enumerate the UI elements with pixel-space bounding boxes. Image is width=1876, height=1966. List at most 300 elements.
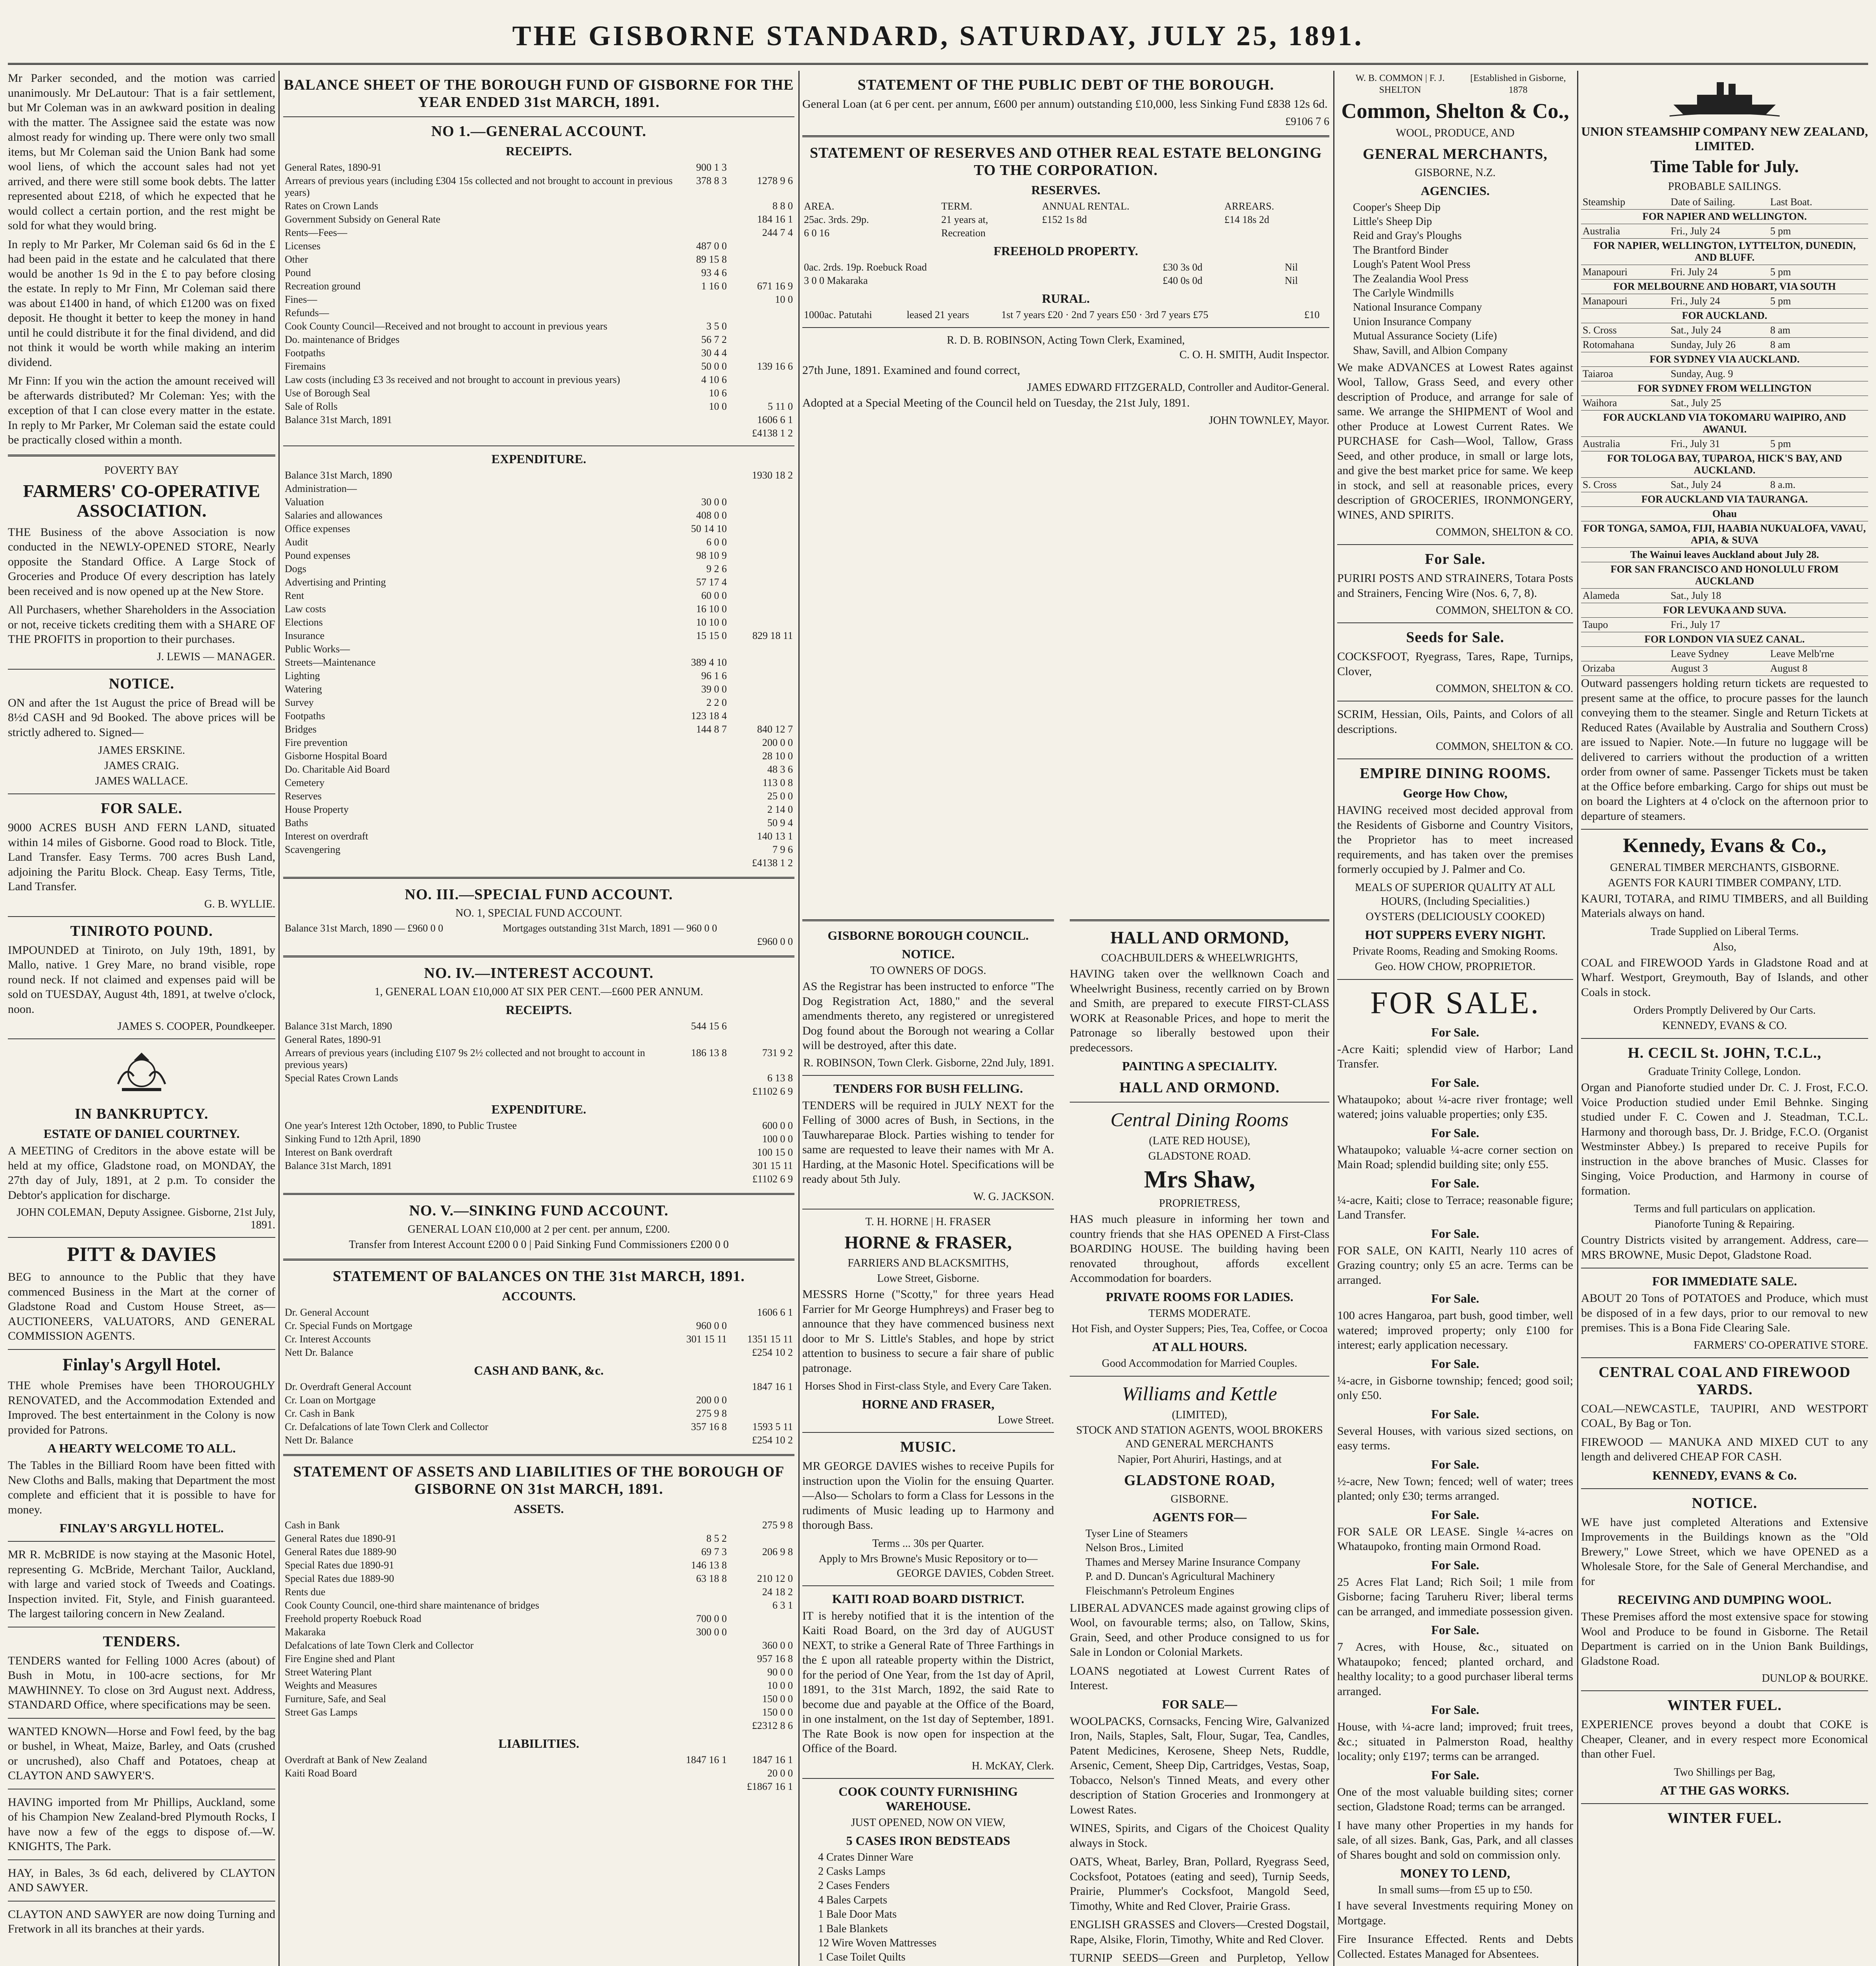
- audit-adoption: Adopted at a Special Meeting of the Council held on Tuesday, the 21st July, 1891.: [802, 396, 1190, 409]
- table-row: [283, 1319, 794, 1333]
- horne-subtitle: FARRIERS AND BLACKSMITHS,: [848, 1257, 1009, 1270]
- row-total: [728, 562, 794, 576]
- row-amount: [678, 1380, 728, 1394]
- empire-hot: HOT SUPPERS EVERY NIGHT.: [1365, 927, 1546, 942]
- row-amount: 60 0 0: [701, 590, 727, 601]
- table-row: [283, 174, 794, 199]
- row-label: Licenses: [285, 240, 321, 252]
- list-item: 1 Bale Blankets: [818, 1922, 888, 1935]
- table-row: [283, 816, 794, 830]
- divider: [8, 1541, 275, 1542]
- row-amount: [678, 306, 728, 320]
- row-total: 244 7 4: [762, 227, 793, 238]
- table-row: [283, 1612, 794, 1625]
- list-item: 1 Case Toilet Quilts: [818, 1951, 906, 1964]
- column-header: Date of Sailing.: [1669, 195, 1769, 210]
- row-amount: [678, 1159, 728, 1173]
- row-label: Office expenses: [285, 523, 350, 534]
- hall-title: HALL AND ORMOND,: [1110, 928, 1289, 947]
- row-label: Special Rates Crown Lands: [285, 1072, 398, 1084]
- table-cell: Balance 31st March, 1890 — £960 0 0: [285, 922, 443, 934]
- table-row: [283, 1780, 794, 1793]
- steamship-name: Taiaroa: [1581, 367, 1669, 381]
- union-probable: PROBABLE SAILINGS.: [1668, 180, 1781, 193]
- sailing-row: [1581, 239, 1868, 265]
- cook-subheading: 5 CASES IRON BEDSTEADS: [846, 1833, 1010, 1848]
- list-item: The Brantford Binder: [1353, 244, 1448, 256]
- row-total: 184 16 1: [757, 214, 793, 225]
- forsale-heading: For Sale.: [1431, 1075, 1480, 1090]
- row-amount: 89 15 8: [696, 254, 727, 265]
- row-label: Pound: [285, 267, 311, 278]
- route-heading: FOR SYDNEY VIA AUCKLAND.: [1581, 352, 1868, 367]
- table-row: [283, 320, 794, 333]
- row-total: 1847 16 1: [752, 1381, 793, 1392]
- row-amount: 10 10 0: [696, 617, 727, 628]
- list-item: Tyser Line of Steamers: [1085, 1527, 1188, 1540]
- row-amount: 408 0 0: [696, 510, 727, 521]
- row-amount: [678, 1719, 728, 1732]
- row-total: [728, 482, 794, 495]
- union-subtitle: Time Table for July.: [1650, 157, 1799, 176]
- dogs-heading: TO OWNERS OF DOGS.: [870, 965, 986, 977]
- row-total: 6 13 8: [767, 1072, 793, 1084]
- row-amount: 10 6: [709, 387, 727, 399]
- table-row: [283, 1333, 794, 1346]
- table-row: [283, 161, 794, 174]
- table-row: [283, 1559, 794, 1572]
- finlay-body: The Tables in the Billiard Room have been fitted with New Cloths and Balls, making that Department the most complete and efficient that it is possible to have for money.: [8, 1459, 275, 1516]
- finlay-welcome: A HEARTY WELCOME TO ALL.: [47, 1441, 236, 1456]
- sailing-date: Fri., July 24: [1669, 224, 1769, 239]
- row-amount: [678, 469, 728, 482]
- table-row: [283, 1532, 794, 1545]
- sale-item: One of the most valuable building sites; corner section, Gladstone Road; terms can be arranged.: [1337, 1785, 1573, 1813]
- receipts-heading: RECEIPTS.: [505, 1003, 572, 1017]
- row-amount: [678, 213, 728, 226]
- kennedy-coal: COAL and FIREWOOD Yards in Gladstone Road and at Wharf. Westport, Greymouth, Bay of Islands, and other Coals in stock.: [1581, 956, 1868, 999]
- table-row: [283, 1173, 794, 1186]
- immediate-heading: FOR IMMEDIATE SALE.: [1652, 1274, 1797, 1289]
- row-amount: [678, 776, 728, 790]
- column-header: Steamship: [1581, 195, 1669, 210]
- seeds-body: COCKSFOOT, Ryegrass, Tares, Rape, Turnips, Clover,: [1337, 650, 1573, 678]
- sailing-date: Sat., July 25: [1669, 396, 1769, 411]
- finlay-body: THE whole Premises have been THOROUGHLY RENOVATED, and the Accommodation Extended and Improved. The best entertainment in the Colony is now provided for Patrons.: [8, 1379, 275, 1436]
- divider: [283, 1193, 794, 1195]
- table-cell: 21 years at,: [941, 214, 988, 225]
- agencies-list: [1353, 201, 1573, 358]
- masthead-title: THE GISBORNE STANDARD, SATURDAY, JULY 25, 1891.: [512, 20, 1364, 52]
- puriri-signature: COMMON, SHELTON & CO.: [1436, 604, 1573, 617]
- music-heading: MUSIC.: [900, 1439, 956, 1456]
- divider: [1337, 622, 1573, 623]
- row-total: 1351 15 11: [747, 1333, 793, 1345]
- winter-body: EXPERIENCE proves beyond a doubt that COKE is Cheaper, Cleaner, and in every respect more Economical than other Fuel.: [1581, 1718, 1868, 1761]
- kaiti-body: IT is hereby notified that it is the intention of the Kaiti Road Board, on the 3rd day of AUGUST NEXT, to strike a General Rate of Three Farthings in the £ upon all rateable property within the District, for the period of One Year, from the 1st day of April, 1891, to the 31st March, 1892, the said Rate to become due and payable at the Office of the Board, in one instalment, on the 1st day of September, 1891. The Rate Book is now open for inspection at the Office of the Board.: [802, 1609, 1054, 1755]
- row-amount: 56 7 2: [701, 334, 727, 345]
- sinking-fund-row: Transfer from Interest Account £200 0 0 | Paid Sinking Fund Commissioners £200 0 0: [349, 1239, 729, 1251]
- table-row: [283, 830, 794, 843]
- row-total: 275 9 8: [762, 1519, 793, 1531]
- row-amount: 144 8 7: [696, 723, 727, 735]
- mayor-signature: JOHN TOWNLEY, Mayor.: [1209, 414, 1329, 427]
- row-amount: 16 10 0: [696, 603, 727, 615]
- row-label: Rents—Fees—: [285, 227, 347, 238]
- common-body: We make ADVANCES at Lowest Rates against Wool, Tallow, Grass Seed, and every other description of Produce, and arrange for sale of same. We arrange the SHIPMENT of Wool and other Produce at Lowest Current Rates. We PURCHASE for Cash—Wool, Tallow, Grass Seed, and other produce, in small or large lots, and give the best market price for same. We keep in stock, and sell at reasonable prices, every description of GROCERIES, IRONMONGERY, WINES, AND SPIRITS.: [1337, 361, 1573, 521]
- williams-subtitle: (LIMITED),: [1172, 1408, 1227, 1421]
- table-total: £960 0 0: [757, 936, 793, 947]
- expenditure-heading: EXPENDITURE.: [491, 452, 586, 466]
- common-town: GISBORNE, N.Z.: [1415, 166, 1496, 179]
- winter-heading: WINTER FUEL.: [1667, 1810, 1782, 1826]
- sale-item: Whataupoko; about ¼-acre river frontage; well watered; joins valuable properties; only £35.: [1337, 1093, 1573, 1121]
- scrim-signature: COMMON, SHELTON & CO.: [1436, 740, 1573, 753]
- divider: [802, 1778, 1054, 1779]
- music-body: MR GEORGE DAVIES wishes to receive Pupils for instruction upon the Violin for the ensuing Quarter. —Also— Scholars to form a Class for Lessons in the rudiments of Music leading up to Harmony and thorough Bass.: [802, 1460, 1054, 1532]
- table-row: [283, 1434, 794, 1447]
- table-row: [802, 226, 1329, 240]
- row-total: 10 0: [775, 294, 793, 305]
- table-row: [283, 656, 794, 669]
- row-total: [728, 509, 794, 522]
- row-total: £4138 1 2: [752, 427, 793, 439]
- oats-body: OATS, Wheat, Barley, Bran, Pollard, Ryegrass Seed, Cocksfoot, Potatoes (eating and seed), Turnip Seeds, Prairie, Plummer's Cocksfoot, Mangold Seed, Timothy, White and Red Clover, Prairie Grass.: [1070, 1855, 1329, 1913]
- column-3a: [802, 912, 1054, 1966]
- table-row: [283, 843, 794, 856]
- table-row: [802, 308, 1329, 322]
- divider: [802, 135, 1329, 137]
- williams-road: GLADSTONE ROAD,: [1124, 1472, 1275, 1489]
- row-total: 25 0 0: [767, 790, 793, 802]
- row-total: 957 16 8: [757, 1653, 793, 1664]
- divider: [283, 445, 794, 446]
- table-cell: Mortgages outstanding 31st March, 1891 — 960 0 0: [503, 922, 717, 934]
- sailing-date: August 3: [1669, 661, 1769, 676]
- firewood-body: FIREWOOD — MANUKA AND MIXED CUT to any length and delivered CHEAP FOR CASH.: [1581, 1435, 1868, 1463]
- route-heading: FOR NAPIER, WELLINGTON, LYTTELTON, DUNEDIN, AND BLUFF.: [1581, 239, 1868, 265]
- seeds-signature: COMMON, SHELTON & CO.: [1436, 683, 1573, 695]
- divider: [1581, 1488, 1868, 1489]
- list-item: Nelson Bros., Limited: [1085, 1542, 1183, 1554]
- list-item: Mutual Assurance Society (Life): [1353, 330, 1497, 342]
- divider: [283, 877, 794, 879]
- forsale-signature: G. B. WYLLIE.: [204, 898, 275, 910]
- steamship-name: Waihora: [1581, 396, 1669, 411]
- row-label: Balance 31st March, 1890: [285, 469, 392, 481]
- row-amount: [678, 843, 728, 856]
- table-row: [283, 1394, 794, 1407]
- column-header: ANNUAL RENTAL.: [1042, 200, 1130, 212]
- row-amount: [678, 293, 728, 306]
- row-amount: [678, 1146, 728, 1159]
- table-row: [283, 373, 794, 387]
- row-amount: 63 18 8: [696, 1573, 727, 1584]
- central-coal-title: CENTRAL COAL AND FIREWOOD YARDS.: [1598, 1364, 1851, 1398]
- column-divider: [278, 71, 280, 1966]
- row-label: General Rates due 1890-91: [285, 1533, 396, 1544]
- accounts-table: [283, 1306, 794, 1359]
- column-1: [8, 71, 275, 1966]
- row-label: Balance 31st March, 1891: [285, 414, 392, 425]
- row-label: Other: [285, 254, 308, 265]
- route-heading: Ohau: [1581, 507, 1868, 521]
- row-label: Fire prevention: [285, 737, 348, 748]
- steamship-name: Taupo: [1581, 618, 1669, 632]
- steamship-name: [1581, 647, 1669, 661]
- freehold-table: [802, 261, 1329, 287]
- row-amount: 3 5 0: [706, 320, 727, 332]
- row-label: Cook County Council, one-third share maintenance of bridges: [285, 1600, 539, 1611]
- row-total: [728, 1407, 794, 1420]
- divider: [1070, 919, 1329, 921]
- cecil-title: H. CECIL St. JOHN, T.C.L.,: [1627, 1045, 1822, 1062]
- row-total: 2 14 0: [767, 804, 793, 815]
- masthead-rule: [8, 63, 1868, 65]
- row-total: 150 0 0: [762, 1693, 793, 1705]
- sale-body: I have many other Properties in my hands for sale, of all sizes. Bank, Gas, Park, and all classes of Shares bought and sold on commission only.: [1337, 1819, 1573, 1861]
- row-total: [728, 266, 794, 280]
- table-row: [283, 226, 794, 239]
- list-item: Fleischmann's Petroleum Engines: [1085, 1585, 1235, 1597]
- williams-address: Napier, Port Ahuriri, Hastings, and at: [1117, 1453, 1282, 1465]
- row-total: [728, 669, 794, 683]
- table-row: [283, 427, 794, 440]
- list-item: Cooper's Sheep Dip: [1353, 201, 1441, 214]
- row-total: 671 16 9: [757, 280, 793, 292]
- empire-oysters: OYSTERS (DELICIOUSLY COOKED): [1366, 910, 1545, 923]
- union-title: UNION STEAMSHIP COMPANY NEW ZEALAND, LIMITED.: [1581, 124, 1868, 153]
- row-label: Special Rates due 1889-90: [285, 1573, 394, 1584]
- divider: [1070, 1376, 1329, 1377]
- sailing-date: Sunday, Aug. 9: [1669, 367, 1769, 381]
- council-heading: GISBORNE BOROUGH COUNCIL.: [827, 928, 1029, 943]
- table-row: [283, 1146, 794, 1159]
- sailing-row: [1581, 661, 1868, 676]
- forsale-heading: For Sale.: [1431, 1125, 1480, 1140]
- row-amount: 1847 16 1: [686, 1754, 727, 1765]
- last-boat: [1769, 589, 1868, 603]
- english-body: ENGLISH GRASSES and Clovers—Crested Dogstail, Rape, Alsike, Florin, Timothy, White and Red Clover.: [1070, 1918, 1329, 1946]
- row-amount: 4 10 6: [701, 374, 727, 385]
- row-total: [728, 333, 794, 346]
- public-debt-title: STATEMENT OF THE PUBLIC DEBT OF THE BOROUGH.: [857, 77, 1274, 93]
- row-label: Survey: [285, 697, 314, 708]
- row-total: 48 3 6: [767, 764, 793, 775]
- empire-subtitle: George How Chow,: [1403, 786, 1507, 801]
- row-label: Arrears of previous years (including £107 9s 2½ collected and not brought to account in previous years): [285, 1047, 645, 1070]
- empire-meals: MEALS OF SUPERIOR QUALITY AT ALL HOURS, (Including Specialities.): [1355, 881, 1555, 908]
- forsale-heading: For Sale.: [1431, 1767, 1480, 1782]
- divider: [8, 1237, 275, 1238]
- expenditure-table: [283, 469, 794, 870]
- last-boat: [1769, 618, 1868, 632]
- row-amount: [678, 199, 728, 213]
- column-header: Last Boat.: [1769, 195, 1868, 210]
- farmers-kicker: POVERTY BAY: [104, 464, 179, 477]
- row-label: Streets—Maintenance: [285, 657, 376, 668]
- balance-sheet-title: BALANCE SHEET OF THE BOROUGH FUND OF GISBORNE FOR THE YEAR ENDED 31st MARCH, 1891.: [284, 77, 794, 110]
- music-signature: GEORGE DAVIES, Cobden Street.: [896, 1567, 1054, 1579]
- list-item: 12 Wire Woven Mattresses: [818, 1937, 937, 1949]
- audit-signature: JAMES EDWARD FITZGERALD, Controller and Auditor-General.: [1027, 381, 1329, 394]
- row-total: 7 9 6: [772, 844, 793, 855]
- turnip-body: TURNIP SEEDS—Green and Purpletop, Yellow: [1070, 1951, 1329, 1965]
- winter-works: AT THE GAS WORKS.: [1660, 1783, 1789, 1797]
- row-total: 1606 6 1: [757, 414, 793, 425]
- row-label: Pound expenses: [285, 550, 350, 561]
- public-debt-total: £9106 7 6: [1285, 115, 1329, 128]
- row-total: 6 3 1: [772, 1600, 793, 1611]
- forsale-heading: FOR SALE—: [1162, 1697, 1237, 1711]
- divider: [8, 1718, 275, 1719]
- list-item: 4 Crates Dinner Ware: [818, 1851, 914, 1863]
- special-fund-subtitle: NO. 1, SPECIAL FUND ACCOUNT.: [455, 907, 622, 919]
- agents-list: [1085, 1527, 1329, 1598]
- empire-private: Private Rooms, Reading and Smoking Rooms.: [1353, 945, 1558, 957]
- table-row: [283, 736, 794, 749]
- last-boat: [1769, 367, 1868, 381]
- divider: [1581, 829, 1868, 830]
- row-amount: [678, 790, 728, 803]
- forsale-heading: For Sale.: [1431, 1176, 1480, 1190]
- table-row: [283, 1767, 794, 1780]
- column-4: [1337, 71, 1573, 1966]
- table-row: [283, 1652, 794, 1666]
- row-total: [728, 522, 794, 536]
- kennedy-orders: Orders Promptly Delivered by Our Carts.: [1633, 1004, 1816, 1017]
- sinking-fund-title: NO. V.—SINKING FUND ACCOUNT.: [409, 1202, 669, 1219]
- cecil-country: Country Districts visited by arrangement. Address, care— MRS BROWNE, Music Depot, Gladstone Road.: [1581, 1233, 1868, 1261]
- sailing-row: [1581, 548, 1868, 562]
- forsale-heading: For Sale.: [1431, 1703, 1480, 1717]
- row-label: Public Works—: [285, 643, 350, 655]
- forsale-heading: For Sale.: [1431, 1226, 1480, 1241]
- receiving-body: These Premises afford the most extensive space for stowing Wool and Produce to be found in Gisborne. The Retail Department is carried on in the Union Bank Buildings, Gladstone Road.: [1581, 1610, 1868, 1668]
- divider: [8, 1859, 275, 1860]
- column-divider: [798, 71, 800, 1966]
- sailing-date: Fri., July 17: [1669, 618, 1769, 632]
- row-label: Fines—: [285, 294, 317, 305]
- sailing-row: [1581, 437, 1868, 451]
- table-cell: £10: [1304, 309, 1320, 320]
- row-total: [728, 536, 794, 549]
- row-total: 301 15 11: [752, 1160, 793, 1171]
- sailing-row: [1581, 521, 1868, 548]
- shaw-good: Good Accommodation for Married Couples.: [1102, 1357, 1297, 1370]
- row-total: [728, 253, 794, 266]
- table-row: [283, 723, 794, 736]
- row-label: Watering: [285, 683, 322, 695]
- row-total: 1593 5 11: [752, 1421, 793, 1432]
- table-row: [283, 1306, 794, 1319]
- list-item: 2 Casks Lamps: [818, 1865, 886, 1878]
- immediate-signature: FARMERS' CO-OPERATIVE STORE.: [1694, 1339, 1868, 1351]
- accounts-heading: ACCOUNTS.: [502, 1289, 576, 1303]
- row-total: 210 12 0: [757, 1573, 793, 1584]
- row-total: 150 0 0: [762, 1706, 793, 1718]
- clayton-body: CLAYTON AND SAWYER are now doing Turning and Fretwork in all its branches at their yards.: [8, 1907, 275, 1936]
- row-label: [283, 856, 678, 870]
- sale-item: ¼-acre, Kaiti; close to Terrace; reasonable figure; Land Transfer.: [1337, 1193, 1573, 1222]
- horne-address: Lowe Street.: [997, 1414, 1054, 1427]
- interest-account-subtitle: 1, GENERAL LOAN £10,000 AT SIX PER CENT.—£600 PER ANNUM.: [374, 986, 703, 998]
- row-amount: [678, 1666, 728, 1679]
- williams-subtitle: STOCK AND STATION AGENTS, WOOL BROKERS AND GENERAL MERCHANTS: [1076, 1424, 1323, 1450]
- row-total: [728, 1033, 794, 1046]
- row-label: Salaries and allowances: [285, 510, 383, 521]
- empire-signature: Geo. HOW CHOW, PROPRIETOR.: [1375, 960, 1536, 973]
- sailing-row: [1581, 396, 1868, 411]
- kennedy-subtitle: GENERAL TIMBER MERCHANTS, GISBORNE.: [1610, 861, 1839, 874]
- list-item: 1 Bale Door Mats: [818, 1908, 897, 1921]
- cecil-tuning: Pianoforte Tuning & Repairing.: [1654, 1218, 1795, 1231]
- table-row: [283, 1599, 794, 1612]
- row-total: 113 0 8: [762, 777, 793, 788]
- table-row: [283, 509, 794, 522]
- wines-body: WINES, Spirits, and Cigars of the Choicest Quality always in Stock.: [1070, 1822, 1329, 1850]
- eggs-body: HAVING imported from Mr Phillips, Auckland, some of his Champion New Zealand-bred Plymouth Rocks, I have now a few of the eggs to dispose of.—W. KNIGHTS, The Park.: [8, 1795, 275, 1853]
- pound-body: IMPOUNDED at Tiniroto, on July 19th, 1891, by Mallo, native. 1 Grey Mare, no brand visible, rope round neck. If not claimed and expenses paid will be sold on TUESDAY, August 4th, 1891, at twelve o'clock, noon.: [8, 943, 275, 1016]
- assets-heading: ASSETS.: [514, 1502, 564, 1516]
- row-total: 840 12 7: [757, 723, 793, 735]
- row-label: Weights and Measures: [285, 1680, 377, 1691]
- sailing-row: [1581, 338, 1868, 352]
- table-row: [283, 922, 794, 935]
- cook-list: [818, 1850, 1054, 1966]
- sailing-row: [1581, 507, 1868, 521]
- table-row: [283, 1159, 794, 1173]
- money-body: In small sums—from £5 up to £50.: [1378, 1884, 1533, 1896]
- row-amount: [678, 1434, 728, 1447]
- sailing-row: [1581, 647, 1868, 661]
- shaw-title: Mrs Shaw,: [1144, 1166, 1255, 1193]
- row-label: [283, 1719, 678, 1732]
- route-heading: The Wainui leaves Auckland about July 28.: [1581, 548, 1868, 562]
- table-row: [283, 1420, 794, 1434]
- general-account-title: NO 1.—GENERAL ACCOUNT.: [431, 123, 647, 140]
- sailing-row: [1581, 367, 1868, 381]
- steamship-name: S. Cross: [1581, 323, 1669, 338]
- table-row: [283, 803, 794, 816]
- row-amount: [678, 749, 728, 763]
- table-row: [283, 749, 794, 763]
- table-row: [283, 266, 794, 280]
- cecil-subtitle: Graduate Trinity College, London.: [1648, 1066, 1801, 1078]
- sale-item: House, with ¼-acre land; improved; fruit trees, &c.; situated in Palmerston Road, healthy locality; only £197; terms can be arranged.: [1337, 1720, 1573, 1763]
- list-item: Thames and Mersey Marine Insurance Company: [1085, 1556, 1301, 1568]
- row-label: Footpaths: [285, 710, 325, 722]
- table-row: [283, 1545, 794, 1559]
- row-amount: 123 18 4: [691, 710, 727, 722]
- route-heading: FOR NAPIER AND WELLINGTON.: [1581, 210, 1868, 224]
- table-row: [283, 562, 794, 576]
- divider: [1070, 1102, 1329, 1103]
- sailing-date: Sunday, July 26: [1669, 338, 1769, 352]
- row-total: [728, 1394, 794, 1407]
- row-amount: [678, 1706, 728, 1719]
- row-amount: 487 0 0: [696, 240, 727, 252]
- sailing-row: [1581, 210, 1868, 224]
- common-signature: COMMON, SHELTON & CO.: [1436, 526, 1573, 539]
- table-row: [283, 469, 794, 482]
- seeds-heading: Seeds for Sale.: [1406, 629, 1504, 646]
- row-total: [728, 1559, 794, 1572]
- last-boat: 5 pm: [1769, 294, 1868, 309]
- table-row: [283, 1071, 794, 1085]
- bush-heading: TENDERS FOR BUSH FELLING.: [833, 1081, 1023, 1095]
- row-total: [728, 387, 794, 400]
